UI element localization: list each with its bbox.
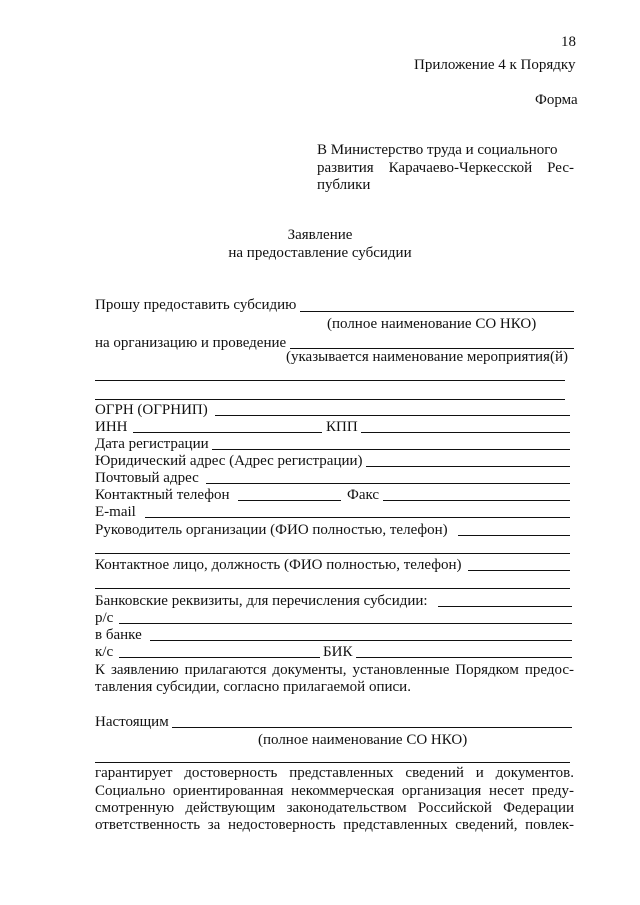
closing-text: смотренную действующим законодательством Российской Федерации: [95, 800, 574, 816]
addressee-line: публики: [317, 177, 371, 193]
contact-field-cont[interactable]: [95, 588, 570, 589]
ogrn-label: ОГРН (ОГРНИП): [95, 402, 208, 418]
phone-field[interactable]: [238, 500, 341, 501]
ogrn-field[interactable]: [215, 415, 570, 416]
request-line: на организацию и проведение: [95, 335, 287, 351]
kpp-label: КПП: [326, 419, 358, 435]
ks-field[interactable]: [119, 657, 320, 658]
attachments-text: К заявлению прилагаются документы, установленные Порядком предос-: [95, 662, 574, 678]
attachments-text: тавления субсидии, согласно прилагаемой описи.: [95, 679, 411, 695]
field-hint: (указывается наименование мероприятия(й): [286, 349, 568, 365]
contact-label: Контактное лицо, должность (ФИО полностью, телефон): [95, 557, 462, 573]
appendix-label: Приложение 4 к Порядку: [414, 57, 576, 73]
head-field[interactable]: [458, 535, 570, 536]
bank-details-label: Банковские реквизиты, для перечисления субсидии:: [95, 593, 428, 609]
contact-field[interactable]: [468, 570, 570, 571]
nko-name-field[interactable]: [300, 311, 574, 312]
head-field-cont[interactable]: [95, 553, 570, 554]
reg-date-label: Дата регистрации: [95, 436, 209, 452]
hereby-nko-field-cont[interactable]: [95, 762, 570, 763]
head-label: Руководитель организации (ФИО полностью, телефон): [95, 522, 448, 538]
inn-label: ИНН: [95, 419, 128, 435]
event-name-field-cont[interactable]: [95, 399, 565, 400]
form-label: Форма: [535, 92, 578, 108]
rs-label: р/с: [95, 610, 114, 626]
closing-text: ответственность за недостоверность представленных сведений, повлек-: [95, 817, 574, 833]
bik-label: БИК: [323, 644, 353, 660]
bik-field[interactable]: [356, 657, 572, 658]
postal-address-field[interactable]: [206, 483, 570, 484]
hereby-label: Настоящим: [95, 714, 169, 730]
page-number: 18: [561, 34, 576, 50]
fax-field[interactable]: [383, 500, 570, 501]
postal-address-label: Почтовый адрес: [95, 470, 199, 486]
email-field[interactable]: [145, 517, 570, 518]
closing-text: Социально ориентированная некоммерческая организация несет преду-: [95, 783, 574, 799]
ks-label: к/с: [95, 644, 114, 660]
phone-label: Контактный телефон: [95, 487, 230, 503]
addressee-line: В Министерство труда и социального: [317, 142, 558, 158]
document-title: Заявление: [287, 227, 353, 243]
document-subtitle: на предоставление субсидии: [228, 245, 412, 261]
request-line: Прошу предоставить субсидию: [95, 297, 297, 313]
inn-field[interactable]: [133, 432, 322, 433]
legal-address-field[interactable]: [366, 466, 570, 467]
fax-label: Факс: [347, 487, 380, 503]
bank-field[interactable]: [150, 640, 572, 641]
kpp-field[interactable]: [361, 432, 570, 433]
field-hint: (полное наименование СО НКО): [258, 732, 468, 748]
legal-address-label: Юридический адрес (Адрес регистрации): [95, 453, 363, 469]
field-hint: (полное наименование СО НКО): [327, 316, 537, 332]
hereby-nko-field[interactable]: [172, 727, 572, 728]
reg-date-field[interactable]: [212, 449, 570, 450]
event-name-field-cont[interactable]: [95, 380, 565, 381]
bank-details-field[interactable]: [438, 606, 572, 607]
closing-text: гарантирует достоверность представленных сведений и документов.: [95, 765, 574, 781]
email-label: E-mail: [95, 504, 136, 520]
rs-field[interactable]: [119, 623, 572, 624]
addressee-line: развития Карачаево-Черкесской Рес-: [317, 160, 574, 176]
bank-label: в банке: [95, 627, 142, 643]
